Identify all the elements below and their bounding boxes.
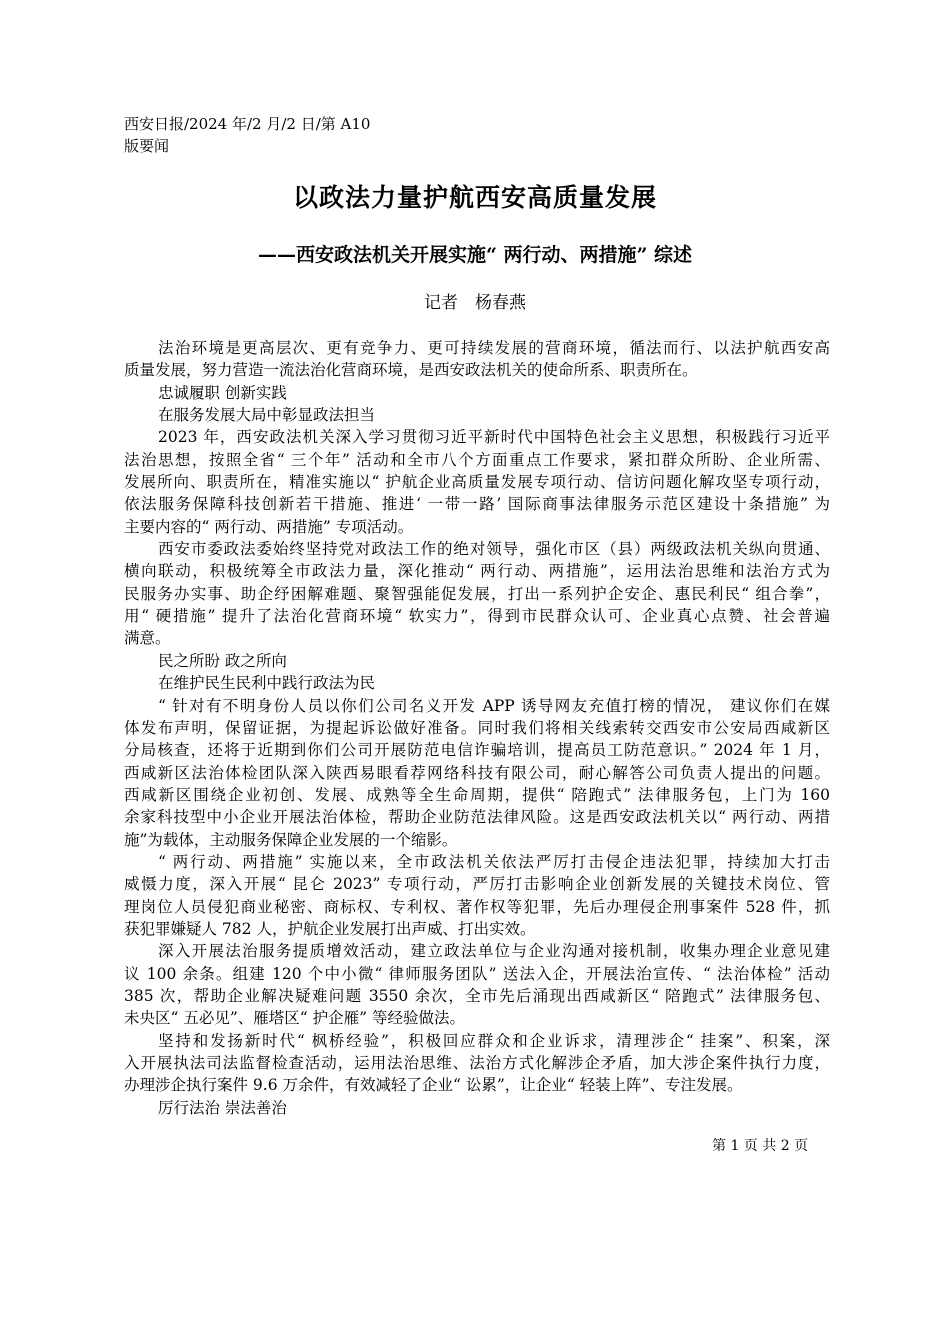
text-line: 未央区“ 五必见”、雁塔区“ 护企雁” 等经验做法。 — [124, 1009, 465, 1028]
article-title: 以政法力量护航西安高质量发展 — [292, 183, 657, 212]
paragraph — [124, 404, 830, 426]
text-line: 办理涉企执行案件 9.6 万余件，有效减轻了企业“ 讼累”，让企业“ 轻装上阵”、专注发展。 — [124, 1076, 743, 1095]
paragraph — [124, 426, 830, 538]
paragraph — [124, 940, 830, 1029]
text-line: 在维护民生民利中践行政法为民 — [158, 674, 376, 693]
text-line: 法治环境是更高层次、更有竞争力、更可持续发展的营商环境，循法而行、以法护航西安高 — [158, 339, 830, 357]
text-line: 忠诚履职 创新实践 — [158, 383, 287, 402]
text-line: 主要内容的“ 两行动、两措施” 专项活动。 — [124, 517, 414, 536]
paragraph — [124, 382, 830, 404]
page-footer: 第 1 页 共 2 页 — [712, 1138, 809, 1154]
paragraph — [124, 538, 830, 650]
paragraph — [124, 1030, 830, 1097]
text-line: 在服务发展大局中彰显政法担当 — [158, 406, 376, 425]
text-line: 分局核查，还将于近期到你们公司开展防范电信诈骗培训，提高员工防范意识。” 2024 年 1 月， — [124, 741, 830, 760]
article-subtitle: ——西安政法机关开展实施“ 两行动、两措施” 综述 — [257, 244, 693, 266]
source-info — [124, 113, 370, 157]
paragraph — [124, 672, 830, 694]
text-line: 发展所向、职责所在，精准实施以“ 护航企业高质量发展专项行动、信访问题化解攻坚专项行动， — [124, 473, 830, 492]
text-line: 理岗位人员侵犯商业秘密、商标权、专利权、著作权等犯罪，先后办理侵企刑事案件 528 件，抓 — [124, 897, 830, 916]
text-line: 2023 年，西安政法机关深入学习贯彻习近平新时代中国特色社会主义思想，积极践行习近平 — [158, 428, 830, 447]
text-line: 施”为载体，主动服务保障企业发展的一个缩影。 — [124, 830, 458, 849]
text-line: 法治思想，按照全省“ 三个年” 活动和全市八个方面重点工作要求，紧扣群众所盼、企业所需、 — [124, 450, 830, 469]
paragraph — [124, 851, 830, 940]
text-line: 西安市委政法委始终坚持党对政法工作的绝对领导，强化市区（县）两级政法机关纵向贯通、 — [158, 540, 830, 559]
text-line: 横向联动，积极统筹全市政法力量，深化推动“ 两行动、两措施”，运用法治思维和法治方式为 — [124, 562, 830, 581]
text-line: 质量发展，努力营造一流法治化营商环境，是西安政法机关的使命所系、职责所在。 — [124, 361, 698, 380]
source-line: 西安日报/2024 年/2 月/2 日/第 A10 — [124, 115, 371, 133]
text-line: 满意。 — [124, 629, 171, 648]
article-author: 记者 杨春燕 — [424, 293, 526, 313]
text-line: 厉行法治 崇法善治 — [158, 1098, 287, 1117]
article-body — [124, 337, 830, 1119]
text-line: 获犯罪嫌疑人 782 人，护航企业发展打出声威、打出实效。 — [124, 919, 536, 938]
text-line: 深入开展法治服务提质增效活动，建立政法单位与企业沟通对接机制，收集办理企业意见建 — [158, 942, 830, 961]
paragraph — [124, 1097, 830, 1119]
text-line: 入开展执法司法监督检查活动，运用法治思维、法治方式化解涉企矛盾，加大涉企案件执行力度， — [124, 1054, 830, 1072]
text-line: “ 针对有不明身份人员以你们公司名义开发 APP 诱导网友充值打榜的情况， 建议你们在媒 — [158, 696, 830, 715]
text-line: 西咸新区围绕企业初创、发展、成熟等全生命周期，提供“ 陪跑式” 法律服务包，上门为 160 — [124, 785, 830, 804]
text-line: 西咸新区法治体检团队深入陕西易眼看荐网络科技有限公司，耐心解答公司负责人提出的问题。 — [124, 763, 830, 782]
text-line: 民之所盼 政之所向 — [158, 651, 287, 670]
paragraph — [124, 695, 830, 851]
text-line: 385 次，帮助企业解决疑难问题 3550 余次，全市先后涌现出西咸新区“ 陪跑式” 法律服务包、 — [124, 986, 830, 1005]
text-line: 威慑力度，深入开展“ 昆仑 2023” 专项行动，严厉打击影响企业创新发展的关键技术岗位、管 — [124, 875, 830, 894]
section-line: 版要闻 — [124, 137, 170, 155]
text-line: 依法服务保障科技创新若干措施、推进‘ 一带一路’ 国际商事法律服务示范区建设十条措施” 为 — [124, 495, 830, 514]
text-line: 余家科技型中小企业开展法治体检，帮助企业防范法律风险。这是西安政法机关以“ 两行动、两措 — [124, 808, 830, 827]
text-line: 体发布声明，保留证据，为提起诉讼做好准备。同时我们将相关线索转交西安市公安局西咸新区 — [124, 718, 830, 737]
text-line: 用“ 硬措施” 提升了法治化营商环境“ 软实力”，得到市民群众认可、企业真心点赞、社会普遍 — [124, 607, 830, 626]
paragraph — [124, 650, 830, 672]
paragraph — [124, 337, 830, 382]
text-line: 坚持和发扬新时代“ 枫桥经验”，积极回应群众和企业诉求，清理涉企“ 挂案”、积案，深 — [158, 1031, 830, 1050]
text-line: 议 100 余条。组建 120 个中小微“ 律师服务团队” 送法入企，开展法治宣传、“ 法治体检” 活动 — [124, 964, 830, 983]
text-line: “ 两行动、两措施” 实施以来，全市政法机关依法严厉打击侵企违法犯罪，持续加大打击 — [158, 852, 830, 871]
text-line: 民服务办实事、助企纾困解难题、聚智强能促发展，打出一系列护企安企、惠民利民“ 组合拳”， — [124, 584, 830, 603]
